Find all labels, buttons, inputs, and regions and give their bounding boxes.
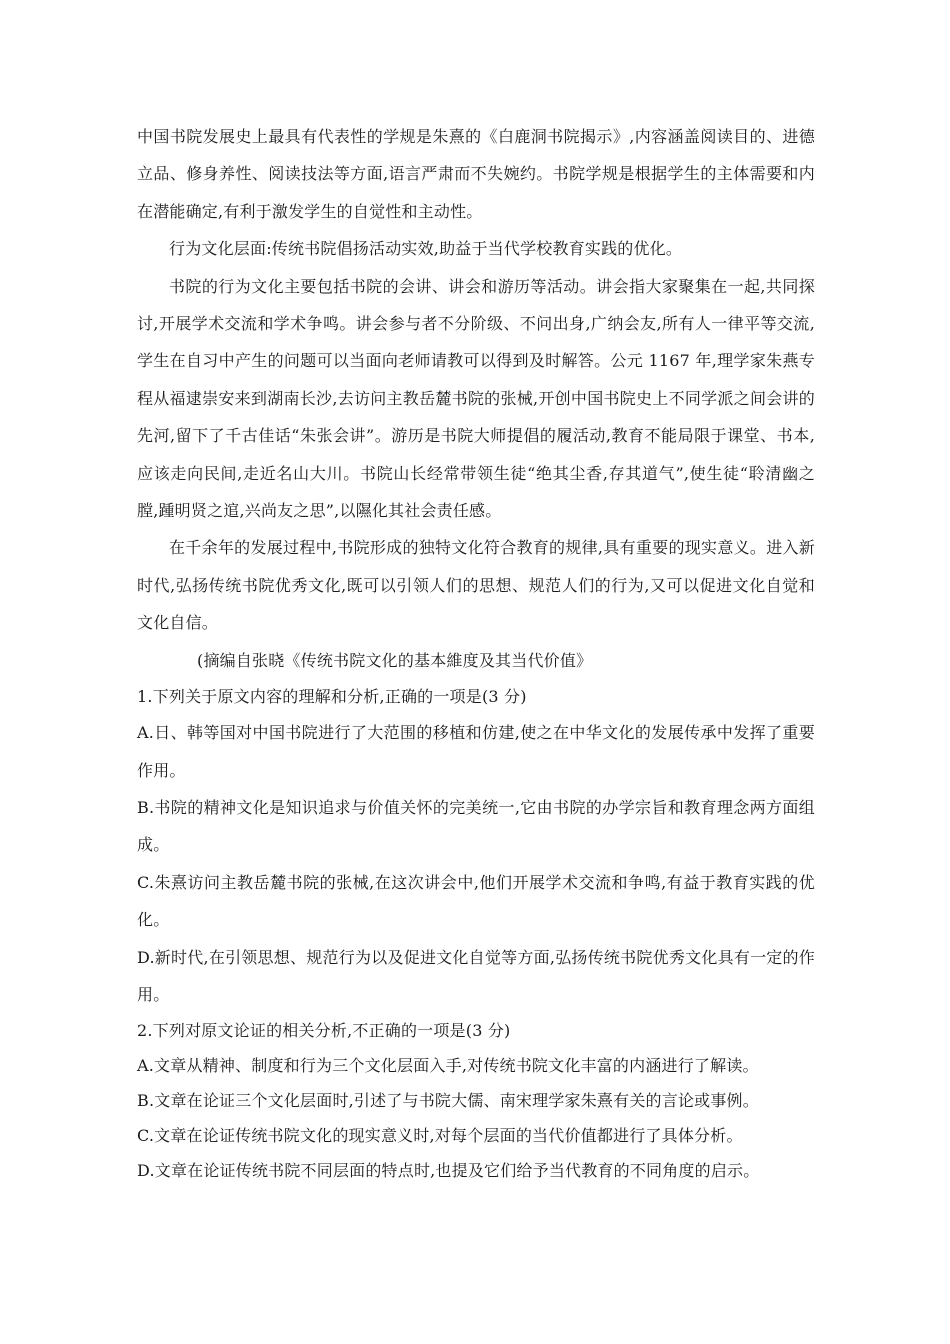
source-citation: (摘编自张晓《传统书院文化的基本維度及其当代价值》: [197, 650, 593, 670]
passage-paragraph-3: 书院的行为文化主要包括书院的会讲、讲会和游历等活动。讲会指大家聚集在一起,共同探讨,开展学术交流和学术争鸣。讲会参与者不分阶级、不问出身,广纳会友,所有人一律平等交流,学生在自习中产生的问题可以当面向老师请教可以得到及时解答。公元 1167 年,理学家朱燕专程从福逮崇安来到湖南长沙,去访问主教岳麓书院的张械,开创中国书院史上不同学派之间会讲的先河,留下了千古佳话“朱张会讲”。游历是书院大师提倡的履活动,教育不能局限于课堂、书本,应该走向民间,走近名山大川。书院山长经常带领生徒“绝其尘香,存其道气”,使生徒“聆清幽之膛,踵明贤之逭,兴尚友之思”,以隰化其社会责任感。: [137, 276, 815, 521]
question-2-stem: 2.下列对原文论证的相关分析,不正确的一项是(3 分): [137, 1021, 511, 1041]
question-1-option-c: C.朱熹访问主教岳麓书院的张械,在这次讲会中,他们开展学术交流和争鸣,有益于教育实践的优化。: [137, 872, 815, 930]
document-page: [137, 118, 815, 1188]
question-2-option-d: D.文章在论证传统书院不同层面的特点时,也提及它们给予当代教育的不同角度的启示。: [137, 1161, 760, 1181]
question-2-option-b: B.文章在论证三个文化层面时,引述了与书院大儒、南宋理学家朱熹有关的言论或事例。: [137, 1091, 759, 1111]
passage-paragraph-4: 在千余年的发展过程中,书院形成的独特文化符合教育的规律,具有重要的现实意义。进入新时代,弘扬传统书院优秀文化,既可以引领人们的思想、规范人们的行为,又可以促进文化自觉和文化自信。: [137, 538, 815, 633]
passage-paragraph-2: 行为文化层面:传统书院倡扬活动实效,助益于当代学校教育实践的优化。: [169, 239, 683, 259]
question-1-option-b: B.书院的精神文化是知识追求与价值关怀的完美统一,它由书院的办学宗旨和教育理念两方面组成。: [137, 797, 815, 855]
question-1-option-a: A.日、韩等国对中国书院进行了大范围的移植和仿建,使之在中华文化的发展传承中发挥了重要作用。: [137, 723, 815, 780]
question-1-stem: 1.下列关于原文内容的理解和分析,正确的一项是(3 分): [137, 687, 527, 707]
question-1-option-d: D.新时代,在引领思想、规范行为以及促进文化自觉等方面,弘扬传统书院优秀文化具有一定的作用。: [137, 947, 815, 1004]
question-2-option-a: A.文章从精神、制度和行为三个文化层面入手,对传统书院文化丰富的内涵进行了解读。: [137, 1056, 759, 1076]
question-2-option-c: C.文章在论证传统书院文化的现实意义时,对每个层面的当代价值都进行了具体分析。: [137, 1126, 743, 1146]
passage-paragraph-1: 中国书院发展史上最具有代表性的学规是朱熹的《白鹿洞书院揭示》,内容涵盖阅读目的、进德立品、修身养性、阅读技法等方面,语言严肃而不失婉约。书院学规是根据学生的主体需要和内在潜能确定,有利于激发学生的自觉性和主动性。: [137, 127, 815, 221]
